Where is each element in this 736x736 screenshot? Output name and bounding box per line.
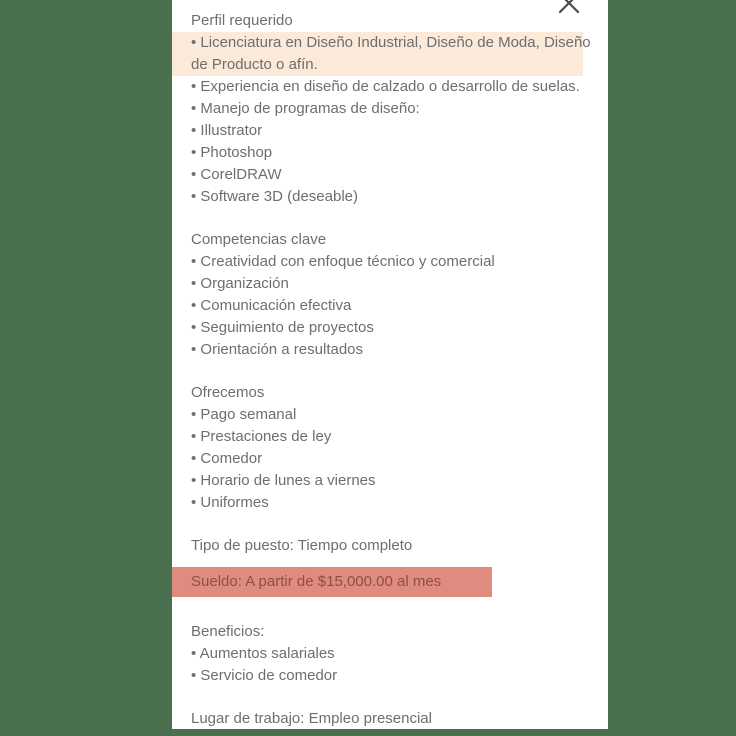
text-line: Tipo de puesto: Tiempo completo (191, 537, 413, 554)
text-line: • Orientación a resultados (191, 341, 364, 358)
section-heading: Ofrecemos (191, 384, 265, 401)
text-line: • Photoshop (191, 144, 273, 161)
job-description (172, 0, 608, 729)
spacer (172, 687, 608, 708)
text-line: • Servicio de comedor (191, 667, 338, 684)
salary-highlight (172, 567, 492, 597)
text-line: • Pago semanal (191, 406, 297, 423)
text-line: • Prestaciones de ley (191, 428, 332, 445)
text-line: • Comedor (191, 450, 263, 467)
text-line: • Horario de lunes a viernes (191, 472, 376, 489)
text-line: • Uniformes (191, 494, 269, 511)
text-line: • Organización (191, 275, 289, 292)
spacer (172, 208, 608, 229)
text-line: • Creatividad con enfoque técnico y comercial (191, 253, 495, 270)
spacer (172, 361, 608, 382)
text-line: • Aumentos salariales (191, 645, 335, 662)
section-heading: Perfil requerido (191, 12, 293, 29)
text-line: • Software 3D (deseable) (191, 188, 358, 205)
text-line: • Experiencia en diseño de calzado o desarrollo de suelas. (191, 78, 580, 95)
salary-text: Sueldo: A partir de $15,000.00 al mes (191, 573, 442, 590)
text-line: • Illustrator (191, 122, 263, 139)
spacer (172, 514, 608, 535)
job-detail-panel (172, 0, 608, 729)
text-line: • Comunicación efectiva (191, 297, 352, 314)
text-line: • Licenciatura en Diseño Industrial, Diseño de Moda, Diseño (191, 34, 591, 51)
text-line: Lugar de trabajo: Empleo presencial (191, 710, 432, 727)
text-line: • Seguimiento de proyectos (191, 319, 374, 336)
highlighted-qualification (172, 32, 591, 76)
text-line: • CorelDRAW (191, 166, 282, 183)
section-heading: Competencias clave (191, 231, 327, 248)
section-heading: Beneficios: (191, 623, 265, 640)
text-line: • Manejo de programas de diseño: (191, 100, 420, 117)
text-line: de Producto o afín. (191, 56, 318, 73)
